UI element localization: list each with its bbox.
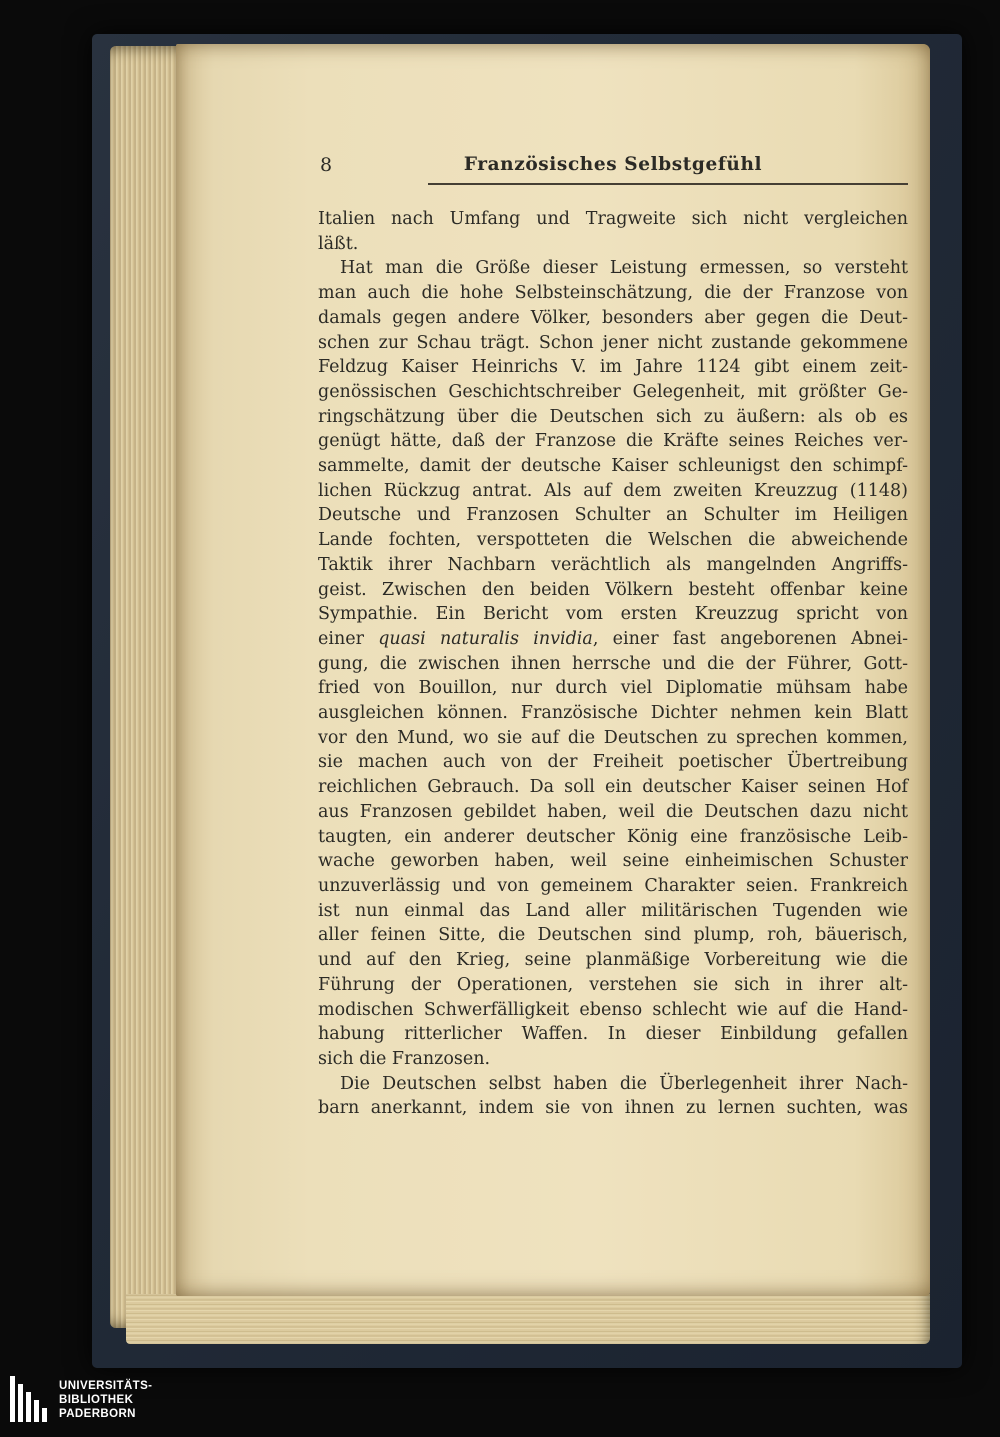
text-line: Sympathie. Ein Bericht vom ersten Kreuzzug spricht von xyxy=(318,604,908,625)
text-line: habung ritterlicher Waffen. In dieser Einbildung gefallen xyxy=(318,1024,908,1045)
page-content xyxy=(318,154,908,1121)
text-line: unzuverlässig und von gemeinem Charakter seien. Frankreich xyxy=(318,875,908,896)
page-edges-bottom xyxy=(126,1294,930,1344)
text-line: modischen Schwerfälligkeit ebenso schlecht wie auf die Hand- xyxy=(318,999,908,1020)
text-line: aller feinen Sitte, die Deutschen sind plump, roh, bäuerisch, xyxy=(318,925,908,946)
text-line: sammelte, damit der deutsche Kaiser schleunigst den schimpf- xyxy=(318,456,908,477)
header-rule xyxy=(428,183,908,185)
text-line: Italien nach Umfang und Tragweite sich nicht vergleichen xyxy=(318,209,908,229)
page-edges-left xyxy=(110,46,182,1328)
text-line: wache geworben haben, weil seine einheimischen Schuster xyxy=(318,851,908,872)
text-line: reichlichen Gebrauch. Da soll ein deutscher Kaiser seinen Hof xyxy=(318,777,908,798)
text-line: man auch die hohe Selbsteinschätzung, die der Franzose von xyxy=(318,283,908,304)
text-line: geist. Zwischen den beiden Völkern besteht offenbar keine xyxy=(318,579,908,600)
text-line: Führung der Operationen, verstehen sie sich in ihrer alt- xyxy=(318,974,908,995)
text-line: ausgleichen können. Französische Dichter nehmen kein Blatt xyxy=(318,703,908,724)
text-line: genössischen Geschichtschreiber Gelegenheit, mit größter Ge- xyxy=(318,381,908,402)
text-line: Lande fochten, verspotteten die Welschen die abweichende xyxy=(318,530,908,551)
text-line: Deutsche und Franzosen Schulter an Schulter im Heiligen xyxy=(318,505,908,526)
text-line: schen zur Schau trägt. Schon jener nicht zustande gekommene xyxy=(318,332,908,353)
text-line: damals gegen andere Völker, besonders aber gegen die Deut- xyxy=(318,307,908,328)
text-line: lichen Rückzug antrat. Als auf dem zweiten Kreuzzug (1148) xyxy=(318,480,908,501)
page-number: 8 xyxy=(320,154,333,176)
running-title: Französisches Selbstgefühl xyxy=(463,154,763,175)
library-watermark xyxy=(10,1374,152,1422)
text-line: Die Deutschen selbst haben die Überlegenheit ihrer Nach- xyxy=(340,1073,908,1094)
text-line: sie machen auch von der Freiheit poetischer Übertreibung xyxy=(318,752,908,773)
library-name-line-2: BIBLIOTHEK xyxy=(59,1394,134,1406)
text-line: und auf den Krieg, seine planmäßige Vorbereitung wie die xyxy=(318,950,908,971)
page-header xyxy=(318,154,908,176)
text-line: Taktik ihrer Nachbarn verächtlich als mangelnden Angriffs- xyxy=(318,554,908,575)
text-line: Hat man die Größe dieser Leistung ermessen, so versteht xyxy=(340,258,908,279)
library-name-line-3: PADERBORN xyxy=(59,1408,136,1420)
text-line: läßt. xyxy=(318,233,359,254)
text-line: sich die Franzosen. xyxy=(318,1048,491,1069)
text-line: vor den Mund, wo sie auf die Deutschen zu sprechen kommen, xyxy=(318,727,908,748)
text-line: ist nun einmal das Land aller militärischen Tugenden wie xyxy=(318,900,908,921)
text-line: Feldzug Kaiser Heinrichs V. im Jahre 1124 gibt einem zeit- xyxy=(318,357,908,378)
text-line: barn anerkannt, indem sie von ihnen zu lernen suchten, was xyxy=(318,1098,908,1119)
text-line: aus Franzosen gebildet haben, weil die Deutschen dazu nicht xyxy=(318,801,908,822)
text-line: fried von Bouillon, nur durch viel Diplomatie mühsam habe xyxy=(318,678,908,699)
text-line: genügt hätte, daß der Franzose die Kräfte seines Reiches ver- xyxy=(318,431,908,452)
library-name xyxy=(59,1379,152,1422)
library-logo-icon xyxy=(10,1374,50,1422)
text-line: einer quasi naturalis invidia, einer fast angeborenen Abnei- xyxy=(318,628,908,649)
text-line: ringschätzung über die Deutschen sich zu äußern: als ob es xyxy=(318,406,908,427)
text-block xyxy=(318,207,908,1121)
text-line: taugten, ein anderer deutscher König eine französische Leib- xyxy=(318,826,908,847)
text-line: gung, die zwischen ihnen herrsche und die der Führer, Gott- xyxy=(318,653,908,674)
book-page xyxy=(176,44,930,1296)
library-name-line-1: UNIVERSITÄTS- xyxy=(59,1380,153,1392)
